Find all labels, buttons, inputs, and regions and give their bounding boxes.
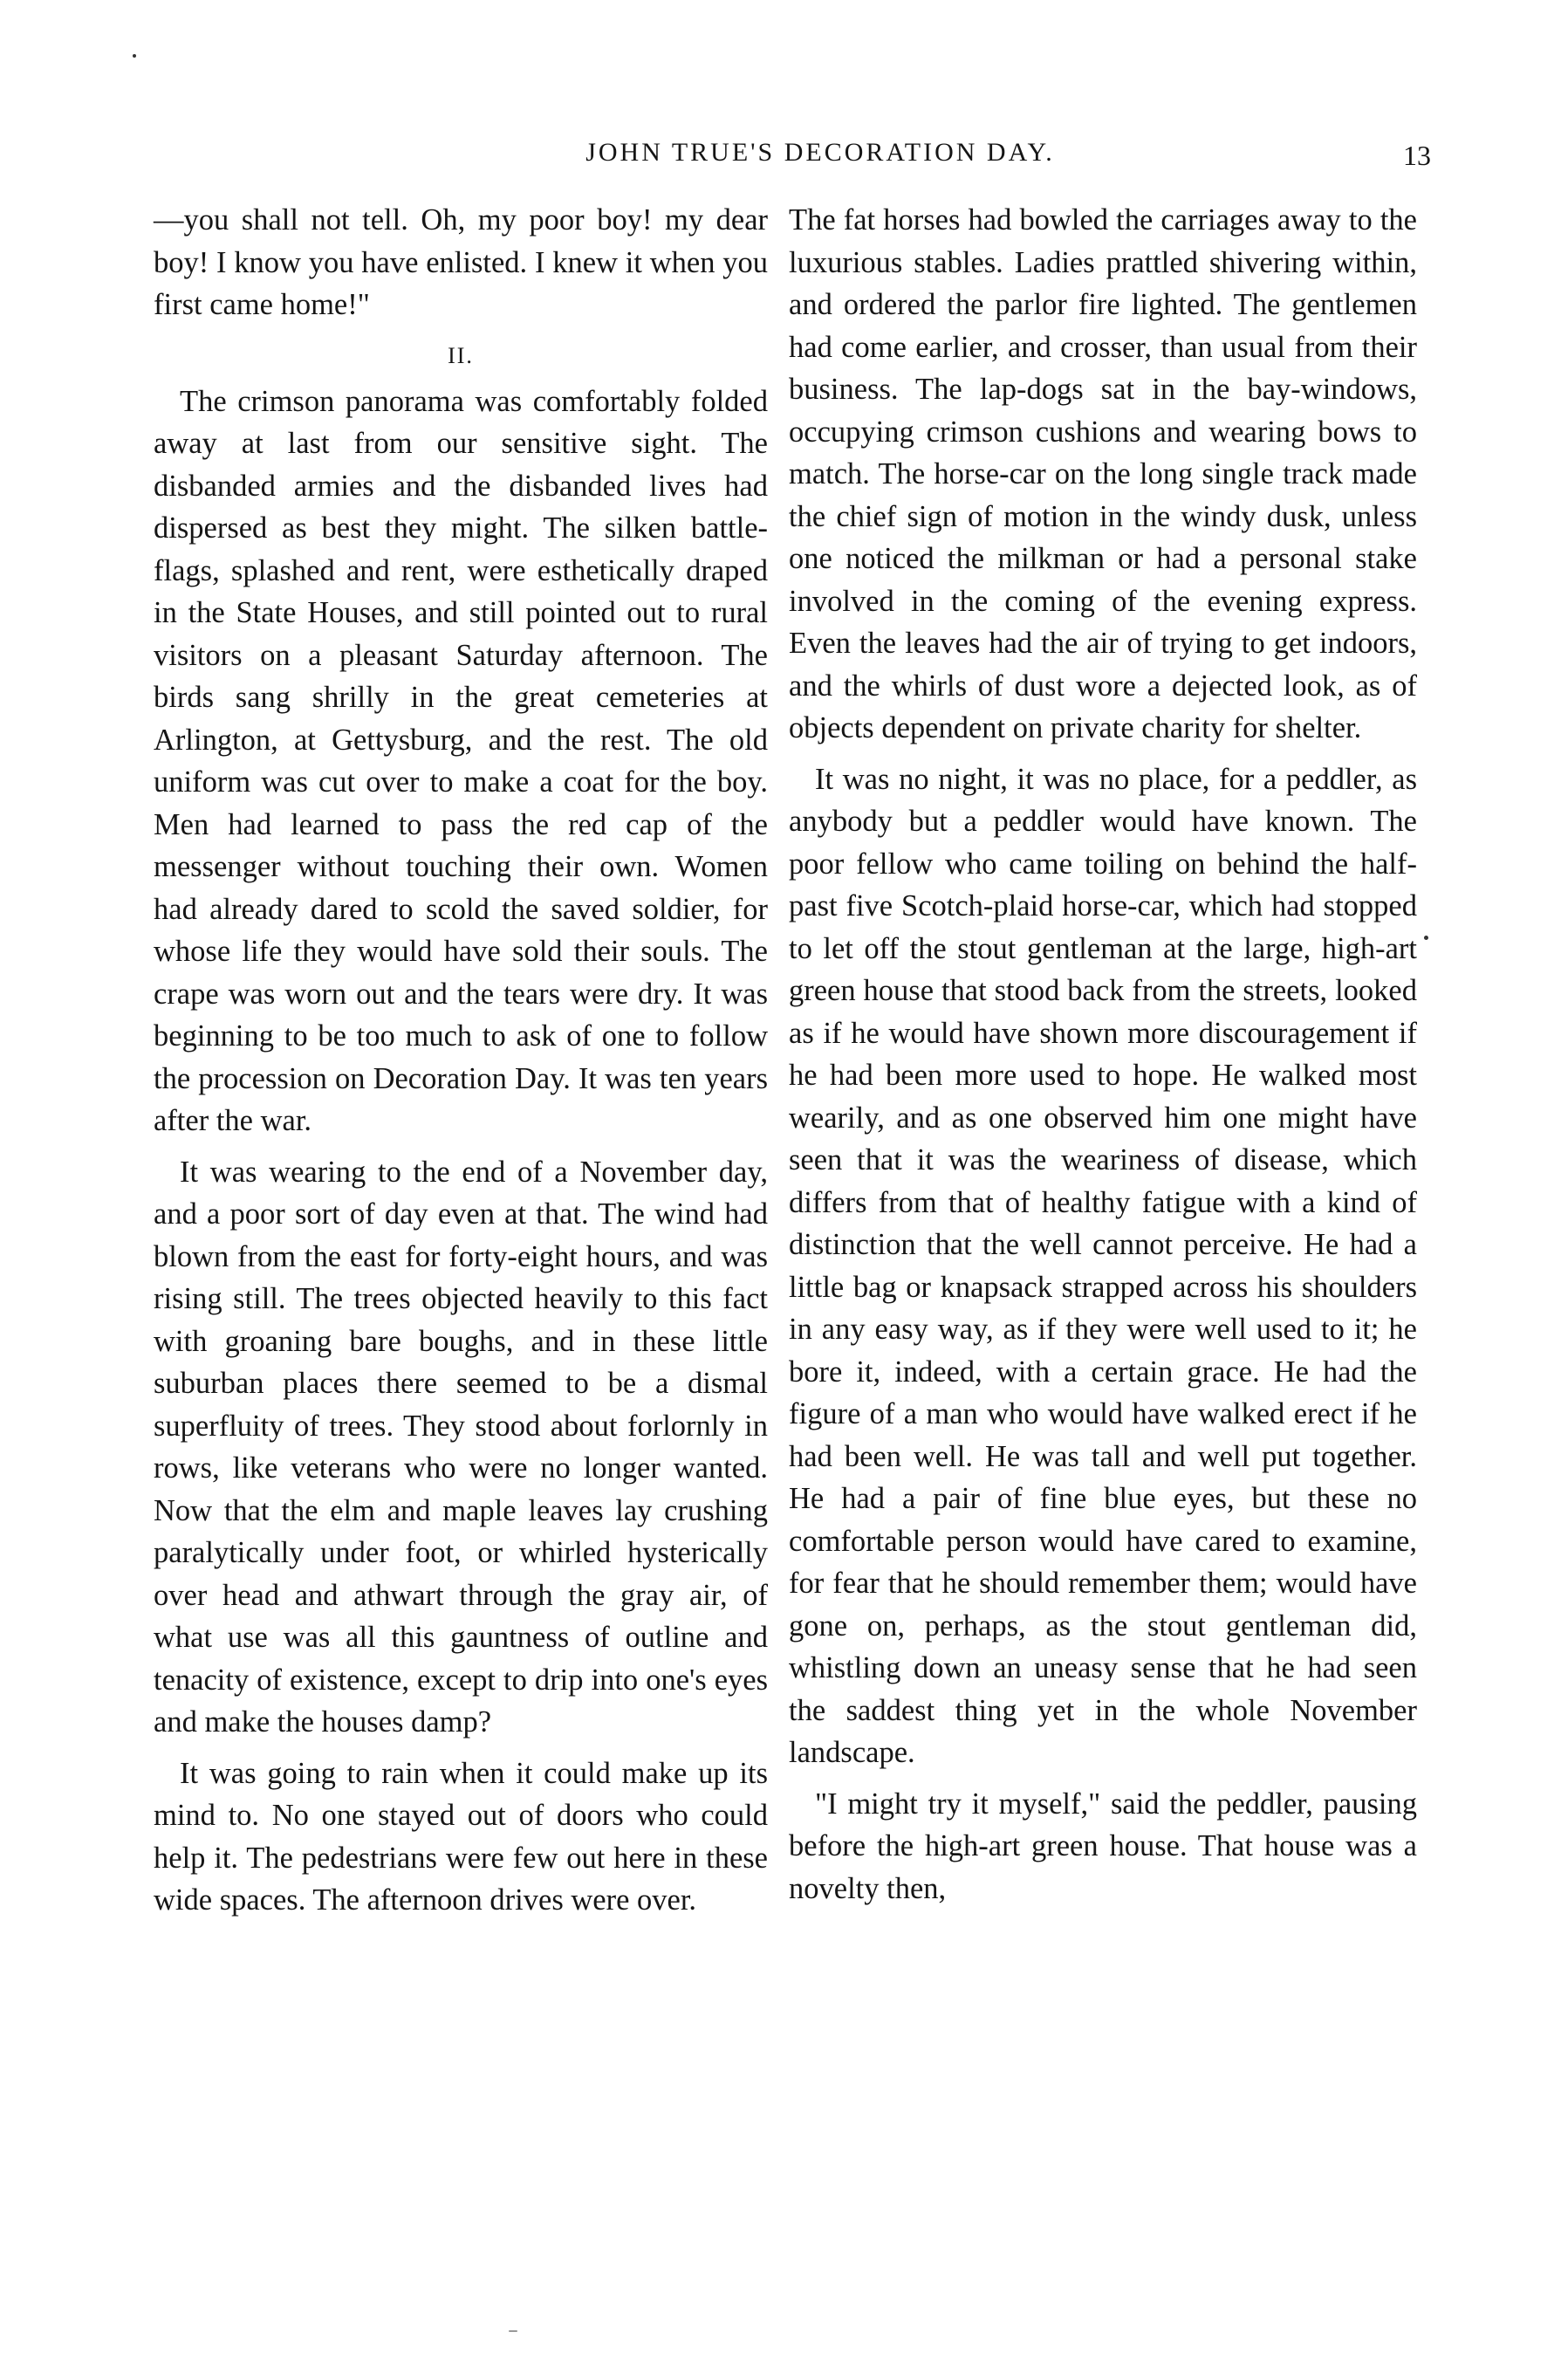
print-speck [1424, 936, 1428, 940]
right-paragraph-2: It was no night, it was no place, for a peddler, as anybody but a peddler would have known. The poor fellow who came toiling on behind the half-past five Scotch-plaid horse-car, which had stopped to let off the stout gentleman at the large, high-art green house that stood back from the streets, looked as if he would have shown more discouragement if he had been more used to hope. He walked most wearily, and as one observed him one might have seen that it was the weariness of disease, which differs from that of healthy fatigue with a kind of distinction that the well cannot perceive. He had a little bag or knapsack strapped across his shoulders in any easy way, as if they were well used to it; he bore it, indeed, with a certain grace. He had the figure of a man who would have walked erect if he had been well. He was tall and well put together. He had a pair of fine blue eyes, but these no comfortable person would have cared to examine, for fear that he should remember them; would have gone on, perhaps, as the stout gentleman did, whistling down an uneasy sense that he had seen the saddest thing yet in the whole November landscape. [789, 762, 1417, 1769]
left-paragraph-3: It was wearing to the end of a November day, and a poor sort of day even at that. The wind had blown from the east for forty-eight hours, and was rising still. The trees objected heavily to this fact with groaning bare boughs, and in these little suburban places there seemed to be a dismal superfluity of trees. They stood about forlornly in rows, like veterans who were no longer wanted. Now that the elm and maple leaves lay crushing paralytically under foot, or whirled hysterically over head and athwart through the gray air, of what use was all this gauntness of outline and tenacity of existence, except to drip into one's eyes and make the houses damp? [154, 1155, 768, 1739]
page-number: 13 [1403, 140, 1431, 171]
left-paragraph-4: It was going to rain when it could make up its mind to. No one stayed out of doors who could help it. The pedestrians were few out here in these wide spaces. The afternoon drives were over. [154, 1756, 768, 1917]
print-speck [133, 54, 136, 58]
print-speck [509, 2330, 517, 2332]
right-column [789, 199, 1417, 1918]
left-paragraph-2: The crimson panorama was comfortably folded away at last from our sensitive sight. The disbanded armies and the disbanded lives had dispersed as best they might. The silken battle-flags, splashed and rent, were esthetically draped in the State Houses, and still pointed out to rural visitors on a pleasant Saturday afternoon. The birds sang shrilly in the great cemeteries at Arlington, at Gettysburg, and the rest. The old uniform was cut over to make a coat for the boy. Men had learned to pass the red cap of the messenger without touching their own. Women had already dared to scold the saved soldier, for whose life they would have sold their souls. The crape was worn out and the tears were dry. It was beginning to be too much to ask of one to follow the procession on Decoration Day. It was ten years after the war. [154, 384, 768, 1137]
running-title: JOHN TRUE'S DECORATION DAY. [585, 138, 1055, 167]
section-number: II. [448, 342, 474, 368]
right-paragraph-1: The fat horses had bowled the carriages away to the luxurious stables. Ladies prattled shivering within, and ordered the parlor fire lighted. The gentlemen had come earlier, and crosser, than usual from their business. The lap-dogs sat in the bay-windows, occupying crimson cushions and wearing bows to match. The horse-car on the long single track made the chief sign of motion in the windy dusk, unless one noticed the milkman or had a personal stake involved in the coming of the evening express. Even the leaves had the air of trying to get indoors, and the whirls of dust wore a dejected look, as of objects dependent on private charity for shelter. [789, 203, 1417, 744]
left-column [154, 199, 768, 1931]
right-paragraph-3: "I might try it myself," said the peddler, pausing before the high-art green house. That house was a novelty then, [789, 1787, 1417, 1905]
left-paragraph-1: —you shall not tell. Oh, my poor boy! my dear boy! I know you have enlisted. I knew it when you first came home!" [154, 203, 768, 321]
